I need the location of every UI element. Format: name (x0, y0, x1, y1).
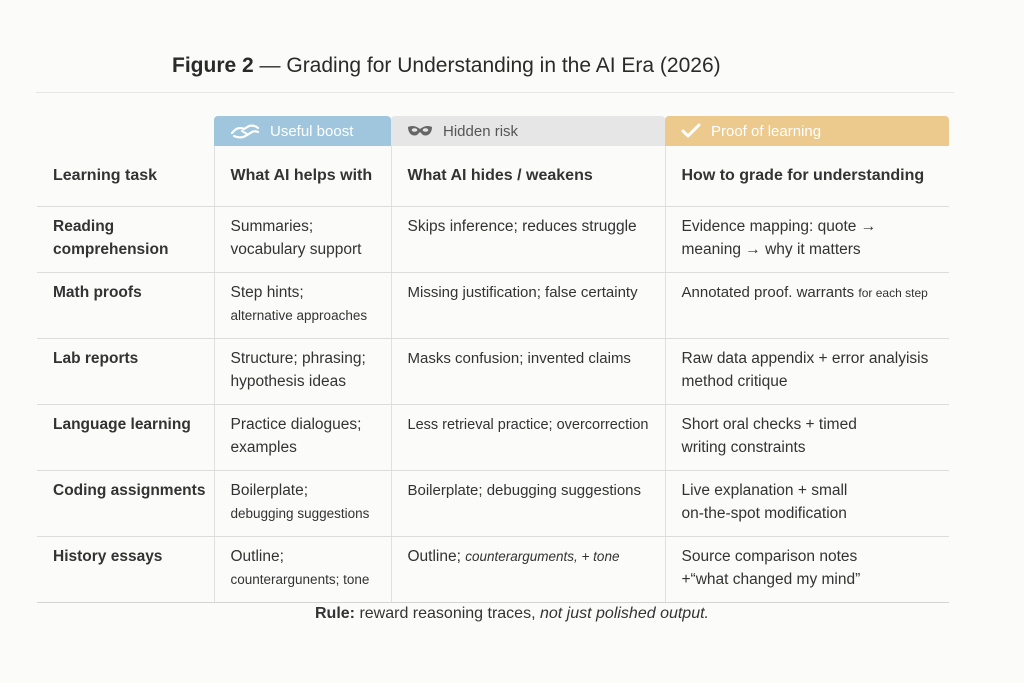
grade-line: Live explanation + small (681, 481, 848, 499)
band-hidden-risk (391, 116, 665, 146)
grade-line: Raw data appendix + error analyisis (681, 349, 929, 367)
grade-line: Source comparison notes (681, 547, 858, 565)
grade-cell (665, 272, 949, 338)
grade-cell (665, 206, 949, 272)
rule-label: Rule: (314, 605, 355, 622)
table-row (37, 338, 949, 404)
task-line: Math proofs (53, 283, 142, 301)
helps-cell (214, 206, 391, 272)
hides-line: Boilerplate; debugging suggestions (407, 481, 642, 499)
title-divider (36, 92, 954, 93)
grade-line: Annotated proof. warrants (681, 283, 855, 301)
table-header-row (37, 146, 949, 206)
hides-cell (391, 536, 665, 602)
helps-cell (214, 404, 391, 470)
grade-cell (665, 404, 949, 470)
helps-line: examples (230, 438, 297, 456)
table-row (37, 470, 949, 536)
task-line: History essays (53, 547, 163, 565)
helps-line: Step hints; (230, 283, 304, 301)
task-cell (37, 338, 214, 404)
task-line: comprehension (53, 240, 169, 258)
rule-text: reward reasoning traces, (359, 605, 536, 622)
hides-line: Skips inference; reduces struggle (407, 217, 637, 235)
task-line: Language learning (53, 415, 191, 433)
helps-line: Practice dialogues; (230, 415, 362, 433)
mask-icon (407, 124, 433, 138)
checkmark-icon (681, 123, 701, 139)
hides-cell (391, 404, 665, 470)
grade-line-small: for each step (858, 285, 928, 300)
table-row (37, 272, 949, 338)
grade-line: on-the-spot modification (681, 504, 847, 522)
figure-title (172, 54, 721, 78)
helps-cell (214, 338, 391, 404)
helps-line: vocabulary support (230, 240, 362, 258)
header-ai-hides: What AI hides / weakens (391, 146, 665, 206)
handshake-icon (230, 122, 260, 140)
band-hidden-risk-label: Hidden risk (443, 122, 519, 140)
grade-line: method critique (681, 372, 788, 390)
task-line: Lab reports (53, 349, 139, 367)
table-row (37, 404, 949, 470)
hides-line: Less retrieval practice; overcorrection (407, 416, 649, 433)
figure-separator: — (253, 54, 287, 77)
hides-cell (391, 206, 665, 272)
grade-line: Short oral checks + timed (681, 415, 857, 433)
category-bands (37, 116, 949, 146)
hides-line-small: counterarguments, + tone (465, 548, 620, 564)
hides-cell (391, 338, 665, 404)
header-ai-helps: What AI helps with (214, 146, 391, 206)
figure-title-text: Grading for Understanding in the AI Era (2026) (286, 54, 721, 77)
helps-line: Outline; (230, 547, 284, 565)
header-how-to-grade: How to grade for understanding (665, 146, 949, 206)
hides-line: Missing justification; false certainty (407, 283, 638, 301)
helps-line: Summaries; (230, 217, 314, 235)
grade-line: +“what changed my mind” (681, 570, 861, 588)
task-cell (37, 470, 214, 536)
helps-line: debugging suggestions (230, 505, 370, 521)
task-cell (37, 206, 214, 272)
band-useful-boost (214, 116, 391, 146)
table-row (37, 536, 949, 602)
grade-cell (665, 338, 949, 404)
grade-cell (665, 470, 949, 536)
helps-line: hypothesis ideas (230, 372, 346, 390)
hides-cell (391, 272, 665, 338)
band-proof-of-learning (665, 116, 949, 146)
grade-line: Evidence mapping: quote → (681, 217, 877, 235)
task-cell (37, 272, 214, 338)
figure-label: Figure 2 (172, 54, 254, 77)
grading-table (37, 146, 949, 603)
helps-cell (214, 470, 391, 536)
task-line: Reading (53, 217, 115, 235)
helps-line: alternative approaches (230, 307, 368, 323)
rule-footnote (0, 605, 1024, 623)
helps-cell (214, 536, 391, 602)
rule-emphasis: not just polished output. (539, 605, 709, 622)
hides-line: Masks confusion; invented claims (407, 349, 631, 367)
hides-cell (391, 470, 665, 536)
helps-line: Boilerplate; (230, 481, 309, 499)
task-line: Coding assignments (53, 481, 206, 499)
task-cell (37, 404, 214, 470)
grade-line: meaning → why it matters (681, 240, 861, 258)
grade-cell (665, 536, 949, 602)
helps-line: Structure; phrasing; (230, 349, 366, 367)
helps-line: counterargunents; tone (230, 571, 370, 587)
grade-line: writing constraints (681, 438, 806, 456)
hides-line: Outline; (407, 547, 461, 565)
helps-cell (214, 272, 391, 338)
header-learning-task: Learning task (37, 146, 214, 206)
band-useful-boost-label: Useful boost (270, 122, 354, 140)
band-proof-of-learning-label: Proof of learning (711, 122, 822, 140)
table-row (37, 206, 949, 272)
task-cell (37, 536, 214, 602)
